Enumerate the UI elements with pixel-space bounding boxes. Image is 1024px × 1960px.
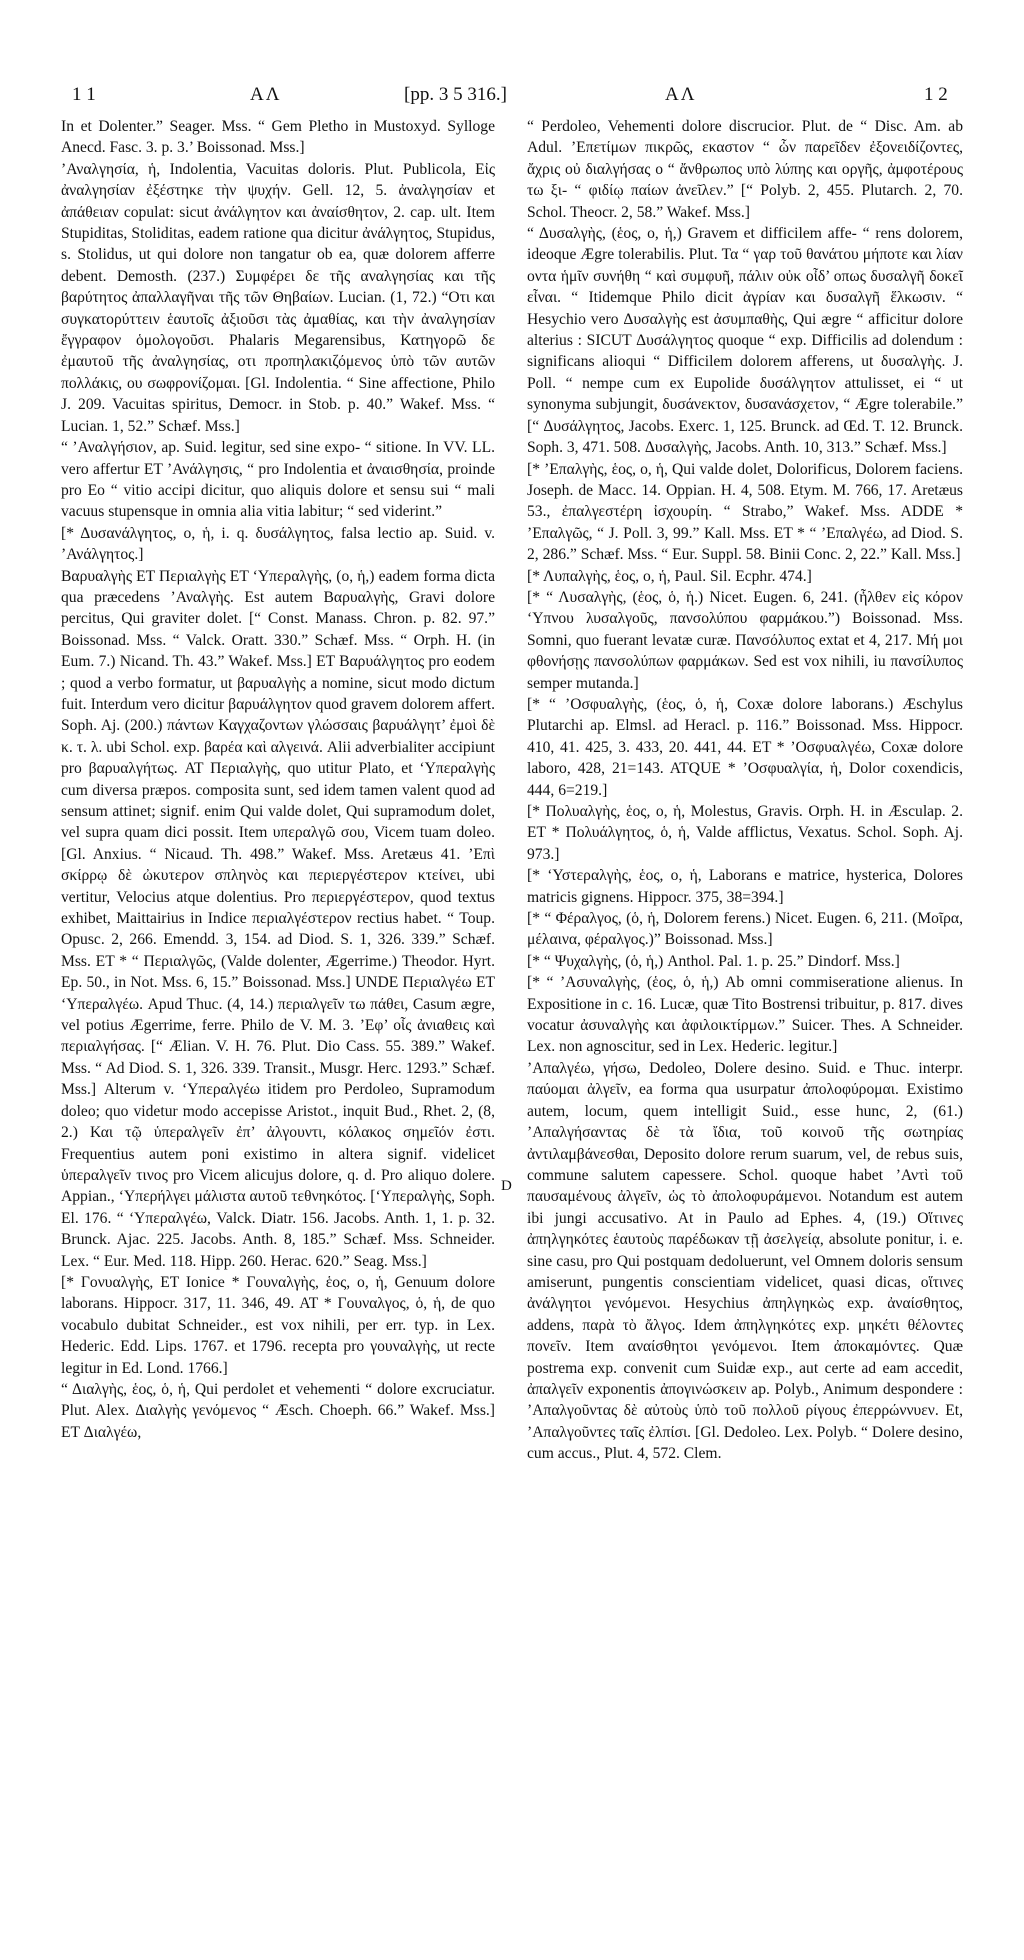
paragraph: [* ‘Υστεραλγὴς, ἑος, ο, ἡ, Laborans e matrice, hysterica, Dolores matricis gignens. Hippocr. 375, 38=394.] bbox=[527, 867, 963, 906]
paragraph: [* “ Ψυχαλγὴς, (ὁ, ἡ,) Anthol. Pal. 1. p. 25.” Dindorf. Mss.] bbox=[527, 952, 900, 970]
right-text-column bbox=[527, 116, 963, 1465]
paragraph: In et Dolenter.” Seager. Mss. “ Gem Pletho in Mustoxyd. Sylloge Anecd. Fasc. 3. p. 3.’ Boissonad. Mss.] bbox=[61, 118, 495, 157]
paragraph: ’Αναλγησία, ἡ, Indolentia, Vacuitas doloris. Plut. Publicola, Εἰς ἀναλγησίαν ἐξέστηκε τὴν ψυχήν. Gell. 12, 5. ἀναλγησίαν et ἀπάθειαν copulat: sicut ἀνάλγητον και ἀναίσθητον, 2. cap. ult. Item Stupiditas, Stoliditas, eadem ratione qua dicitur ἀνάλγητος, Stupidus, s. Stolidus, ut qui dolore non tangatur ob ea, quæ dolorem afferre debent. Demosth. (237.) Συμφέρει δε τῆς αναλγησίας και τῆς βαρύτητος ἀπαλλαγῆναι τῆς τῶν Θηβαίων. Lucian. (1, 72.) “Οτι και συγκατορύττειν ἑαυτοῖς ἀξιοῦσι τὰς ἀμαθίας, και τὴν ἀναλγησίαν ἔγγραφον ὁμολογοῦσι. Phalaris Megarensibus, Κατηγορῶ δε ἐμαυτοῦ τῆς ἀναλγησίας, οτι προπηλακιζόμενος ὑπὸ τῶν αυτῶν πολλάκις, ου σωφρονίζομαι. [Gl. Indolentia. “ Sine affectione, Philo J. 209. Vacuitas spiritus, Democr. in Stob. p. 40.” Wakef. Mss. “ Lucian. 1, 52.” Schæf. Mss.] bbox=[61, 160, 495, 435]
paragraph: Βαρυαλγὴς ET Περιαλγὴς ET ‘Υπεραλγὴς, (ο, ἡ,) eadem forma dicta qua præcedens ’Αναλγὴς. Est autem Βαρυαλγὴς, Gravi dolore percitus, Qui graviter dolet. [“ Const. Manass. Chron. p. 82. 97.” Boissonad. Mss. “ Valck. Oratt. 330.” Schæf. Mss. “ Orph. H. (in Eum. 7.) Nicand. Th. 43.” Wakef. Mss.] ET Βαρυάλγητος pro eodem ; quod a verbo formatur, ut βαρυαλγὴς a nomine, sicut modo dictum fuit. Interdum vero dicitur βαρυάλγητον quod gravem dolorem affert. Soph. Aj. (200.) πάντων Καγχαζοντων γλώσσαις βαρυάλγητ’ ἐμοὶ δὲ κ. τ. λ. ubi Schol. exp. βαρέα καὶ αλγεινά. Alii adverbialiter accipiunt pro βαρυαλγήτως. AT Περιαλγὴς, quo utitur Plato, et ‘Υπεραλγὴς cum diversa præpos. composita sunt, sed idem tamen valent quod ad sensum attinet; signif. enim Qui valde dolet, Qui supramodum dolet, vel supra quam dici possit. Item υπεραλγῶ σου, Vicem tuam doleo. [Gl. Anxius. “ Nicaud. Th. 498.” Wakef. Mss. Aretæus 41. ’Επὶ σκίρρῳ δὲ ὠκυτερον σπληνὸς και περιεργέστερον κτείνει, ubi vertitur, Velocius atque dolentius. Pro περιεργέστερον, quod textus exhibet, Maittairius in Indice περιαλγέστερον rectius habet. “ Toup. Opusc. 2, 266. Emendd. 3, 154. ad Diod. S. 1, 326. 339.” Schæf. Mss. ET * “ Περιαλγῶς, (Valde dolenter, Ægerrime.) Theodor. Hyrt. Ep. 50., in Not. Mss. 6, 15.” Boissonad. Mss.] UNDE Περιαλγέω ET ‘Υπεραλγέω. Apud Thuc. (4, 14.) περιαλγεῖν τω πάθει, Casum ægre, vel potius Ægerrime, ferre. Philo de V. M. 3. ’Εφ’ οἷς ἀνιαθεις καὶ περιαλγήσας. [“ Ælian. V. H. 76. Plut. Dio Cass. 55. 389.” Wakef. Mss. “ Ad Diod. S. 1, 326. 339. Transit., Musgr. Herc. 1293.” Schæf. Mss.] Alterum v. ‘Υπεραλγέω itidem pro Perdoleo, Supramodum doleo; quo videtur modo accepisse Aristot., inquit Bud., Rhet. 2, (8, 2.) Και τῷ ὑπεραλγεῖν ἐπ’ ἀλγουντι, κόλακος σημεῖόν ἐστι. Frequentius autem poni existimo in altera signif. videlicet ὑπεραλγεῖν τινος pro Vicem alicujus dolore, q. d. Pro aliquo dolere. Appian., ‘Υπερήλγει μάλιστα αυτοῦ τεθνηκότος. [‘Υπεραλγὴς, Soph. El. 176. “ ‘Υπεραλγέω, Valck. Diatr. 156. Jacobs. Anth. 1, 1. p. 32. Brunck. Ajac. 225. Jacobs. Anth. 8, 185.” Schæf. Mss. Schneider. Lex. “ Eur. Med. 118. Hipp. 260. Herac. 620.” Seag. Mss.] bbox=[61, 567, 495, 1270]
paragraph: “ Διαλγὴς, ἑος, ὁ, ἡ, Qui perdolet et vehementi “ dolore excruciatur. Plut. Alex. Διαλγὴς γενόμενος “ Æsch. Choeph. 66.” Wakef. Mss.] ET Διαλγέω, bbox=[61, 1380, 495, 1441]
paragraph: [* Δυσανάλγητος, ο, ἡ, i. q. δυσάλγητος, falsa lectio ap. Suid. v. ’Ανάλγητος.] bbox=[61, 524, 495, 564]
paragraph: [* Πολυαλγὴς, ἑος, ο, ἡ, Molestus, Gravis. Orph. H. in Æsculap. 2. ET * Πολυάλγητος, ὁ, ἡ, Valde afflictus, Vexatus. Schol. Soph. Aj. 973.] bbox=[527, 803, 963, 863]
left-column-number: 1 1 bbox=[72, 84, 96, 105]
paragraph: [* Λυπαλγὴς, ἑος, ο, ἡ, Paul. Sil. Ecphr. 474.] bbox=[527, 567, 812, 585]
paragraph: [* “ Φέραλγος, (ὁ, ἡ, Dolorem ferens.) Nicet. Eugen. 6, 211. (Μοῖρα, μέλαινα, φέραλγος.)” Boissonad. Mss.] bbox=[527, 910, 963, 949]
right-running-head: ΑΛ bbox=[665, 84, 697, 105]
paragraph: [* ’Επαλγὴς, ἑος, ο, ἡ, Qui valde dolet, Dolorificus, Dolorem faciens. Joseph. de Macc. 14. Oppian. H. 4, 508. Etym. M. 766, 17. Aretæus 53., ἐπαλγεστέρη ἰσχουρίη. “ Strabo,” Wakef. Mss. ADDE * ’Επαλγῶς, “ J. Poll. 3, 99.” Kall. Mss. ET * “ ’Επαλγέω, ad Diod. S. 2, 286.” Schæf. Mss. “ Eur. Suppl. 58. Binii Conc. 2, 22.” Kall. Mss.] bbox=[527, 460, 963, 564]
paragraph: “ ’Αναλγήσιον, ap. Suid. legitur, sed sine expo- “ sitione. In VV. LL. vero affertur ET ’Ανάλγησις, “ pro Indolentia et ἀναισθησία, proinde pro Eo “ vitio accipi dicitur, quo aliquis dolore et sensu sui “ mali vacuus stupensque in omnia alia vitia labitur; “ sed viderint.” bbox=[61, 439, 495, 521]
paragraph: [* “ ’Οσφυαλγὴς, (ἑος, ὁ, ἡ, Coxæ dolore laborans.) Æschylus Plutarchi ap. Elmsl. ad Heracl. p. 116.” Boissonad. Mss. Hippocr. 410, 41. 425, 3. 433, 20. 441, 44. ET * ’Οσφυαλγέω, Coxæ dolore laboro, 428, 21=143. ATQUE * ’Οσφυαλγία, ἡ, Dolor coxendicis, 444, 6=219.] bbox=[527, 695, 963, 799]
paragraph: [* Γονυαλγὴς, ET Ionice * Γουναλγὴς, ἑος, ο, ἡ, Genuum dolore laborans. Hippocr. 317, 11. 346, 49. AT * Γουναλγος, ὁ, ἡ, de quo vocabulo dubitat Schneider., est vox nihili, per err. typ. in Lex. Hederic. Edd. Lips. 1767. et 1796. recepta pro γουναλγὴς, ut recte legitur in Ed. Lond. 1766.] bbox=[61, 1273, 495, 1377]
page-reference: [pp. 3 5 316.] bbox=[404, 84, 507, 105]
paragraph: “ Perdoleo, Vehementi dolore discrucior. Plut. de “ Disc. Am. ab Adul. ’Επετίμων πικρῶς, εκαστον “ ὧν παρεῖδεν ἐξονειδίζοντες, ἄχρις οὐ διαλγήσας ο “ ἄνθρωπος υπὸ λύπης και οργῆς, ἀμφοτέρους τω ξι- “ φιδίῳ παίων ἀνεῖλεν.” [“ Polyb. 2, 455. Plutarch. 2, 70. Schol. Theocr. 2, 58.” Wakef. Mss.] bbox=[527, 118, 963, 221]
paragraph: [* “ Λυσαλγὴς, (ἑος, ὁ, ἡ.) Nicet. Eugen. 6, 241. (ἦλθεν εἰς κόρον ‘Υπνου λυσαλγοῦς, πανσολύπου φαρμάκου.”) Boissonad. Mss. Somni, quo fuerant levatæ curæ. Πανσόλυπος extat et 4, 217. Μή μοι φθονήσῃς πανσολύπων φαρμάκων. Sed est vox nihili, iu πανσίλυπος semper mutanda.] bbox=[527, 588, 963, 692]
left-text-column bbox=[61, 116, 495, 1443]
right-column-number: 1 2 bbox=[924, 84, 948, 105]
paragraph: ’Απαλγέω, γήσω, Dedoleo, Dolere desino. Suid. e Thuc. interpr. παύομαι ἀλγεῖν, ea forma qua usurpatur ἀπολοφύρομαι. Existimo autem, locum, quem intelligit Suid., esse hunc, 2, (61.) ’Απαλγήσαντας δὲ τὰ ἴδια, τοῦ κοινοῦ τῆς σωτηρίας ἀντιλαμβάνεσθαι, Deposito dolore rerum suarum, vel, de rebus suis, commune salutem capessere. Schol. quoque habet ’Αντὶ τοῦ παυσαμένους ἀλγεῖν, ὡς τὸ ἀπολοφυράμενοι. Notandum est autem ibi jungi accusativo. At in Paulo ad Ephes. 4, (19.) Οἵτινες ἀπηλγηκότες ἑαυτοὺς παρέδωκαν τῇ ἀσελγείᾳ, absolute ponitur, i. e. sine casu, pro Qui postquam dedoluerunt, vel Omnem doloris sensum amiserunt, pungentis conscientiam videlicet, quasi dicas, οἵτινες ἀνάλγητοι γενόμενοι. Hesychius ἀπηλγηκὼς exp. ἀναίσθητος, addens, παρὰ τὸ ἄλγος. Idem ἀπηλγηκότες exp. μηκέτι θέλοντες πονεῖν. Item αναίσθητοι γενόμενοι. Item ἀποκαμόντες. Quæ postrema exp. convenit cum Suidæ exp., aut certe ad eam accedit, ἀπαλγεῖν exponentis ἀπογινώσκειν ap. Polyb., Animum despondere : ’Απαλγοῦντας δὲ αὐτοὺς ὑπὸ τοῦ πολλοῦ ρίγους ἐπερρώννυεν. Et, ’Απαλγοῦντες ταῖς ἐλπίσι. [Gl. Dedoleo. Lex. Polyb. “ Dolere desino, cum accus., Plut. 4, 572. Clem. bbox=[527, 1059, 963, 1463]
paragraph: [* “ ’Ασυναλγὴς, (ἑος, ὁ, ἡ,) Ab omni commiseratione alienus. In Expositione in c. 16. Lucæ, quæ Tito Bostrensi tribuitur, p. 817. dives vocatur ἀσυναλγὴς και ἀφιλοικτίρμων.” Suicer. Thes. A Schneider. Lex. non agnoscitur, sed in Lex. Hederic. legitur.] bbox=[527, 974, 963, 1056]
page-header bbox=[64, 84, 964, 110]
paragraph: “ Δυσαλγὴς, (ἑος, ο, ἡ,) Gravem et difficilem affe- “ rens dolorem, ideoque Ægre tolerabilis. Plut. Τα “ γαρ τοῦ θανάτου μήποτε και λίαν οντα ἡμῖν συνήθη “ καὶ συμφυῆ, πάλιν οὐκ οἶδ’ οπως δυσαλγῆ δοκεῖ εἶναι. “ Itidemque Philo dicit ἀγρίαν και δυσαλγῆ ἕλκωσιν. “ Hesychio vero Δυσαλγὴς est ἀσυμπαθὴς, Qui ægre “ afficitur dolore alterius : SICUT Δυσάλγητος quoque “ exp. Difficilis ad dolendum : significans alioqui “ Difficilem dolorem afferens, ut δυσαλγὴς. J. Poll. “ nempe cum ex Eupolide δυσάλγητον attulisset, ei “ ut synonyma subjungit, δυσάνεκτον, δυσανάσχετον, “ Ægre tolerabile.” [“ Δυσάλγητος, Jacobs. Exerc. 1, 125. Brunck. ad Œd. T. 12. Brunck. Soph. 3, 471. 508. Δυσαλγὴς, Jacobs. Anth. 10, 313.” Schæf. Mss.] bbox=[527, 225, 963, 457]
left-running-head: ΑΛ bbox=[250, 84, 282, 105]
margin-section-letter: D bbox=[501, 1178, 512, 1194]
